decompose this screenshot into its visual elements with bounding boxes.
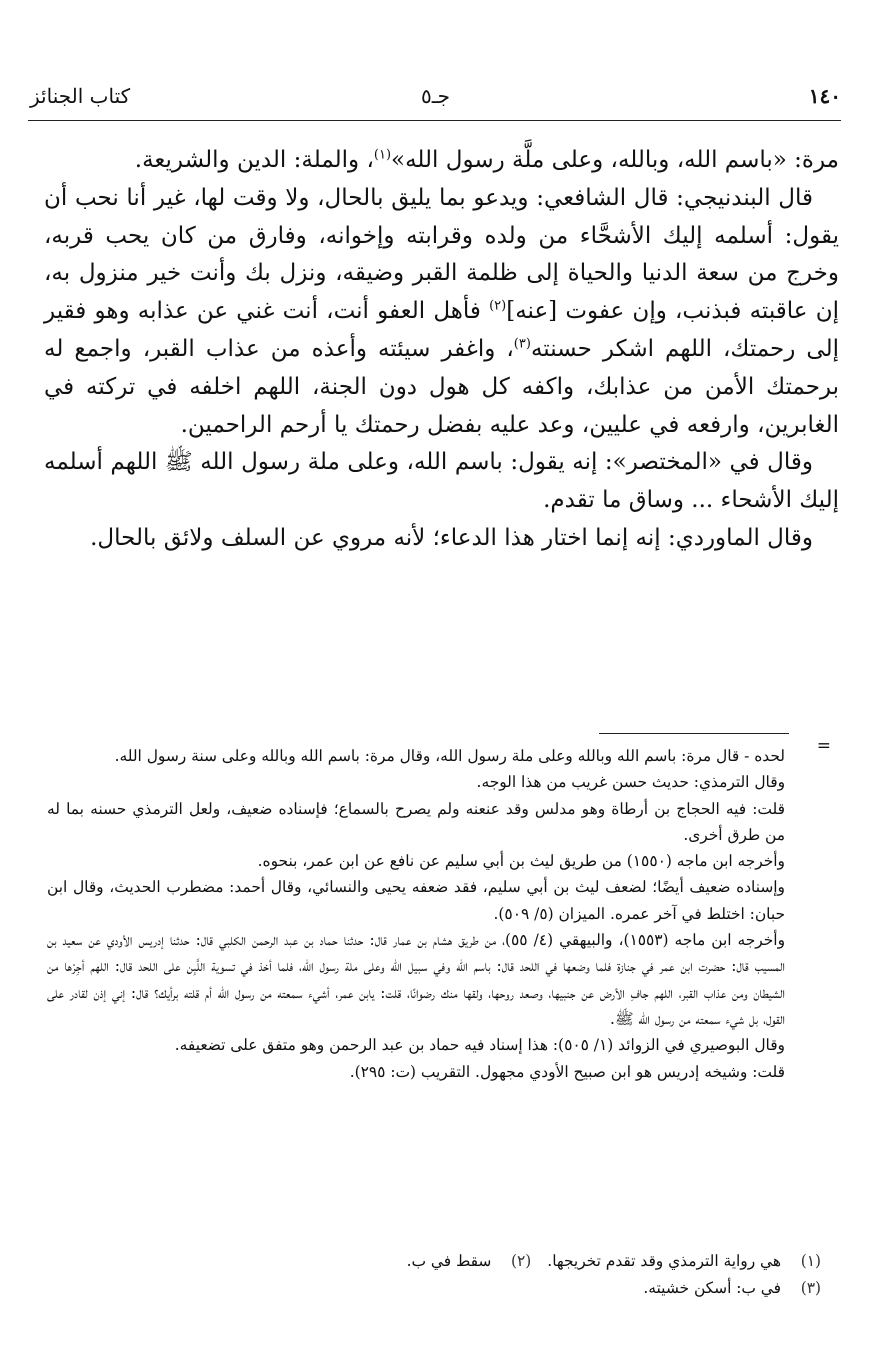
footnote-line: وقال الترمذي: حديث حسن غريب من هذا الوجه. (476, 773, 785, 792)
reference-number: (٢) (510, 1252, 532, 1270)
page-number: ١٤٠ (808, 84, 841, 108)
main-text (44, 142, 839, 558)
reference-row (41, 1275, 821, 1302)
volume-label: جـ٥ (421, 84, 450, 108)
reference-number: (١) (800, 1252, 821, 1270)
footnote-ref-2: (٢) (489, 298, 507, 314)
reference-row (41, 1248, 821, 1275)
paragraph-1: مرة: «باسم الله، وبالله، وعلى ملَّة رسول الله»$^{(١)}$، والملة: الدين والشريعة. (134, 147, 839, 173)
book-title: كتاب الجنائز (30, 84, 131, 108)
footnote-separator (599, 733, 789, 734)
footnote-line: وقال البوصيري في الزوائد (١/ ٥٠٥): هذا إسناد فيه حماد بن عبد الرحمن وهو متفق على تضعيفه. (174, 1036, 785, 1055)
continuation-mark: = (816, 736, 831, 756)
footnote-line: وأخرجه ابن ماجه (١٥٥٠) من طريق ليث بن أبي سليم عن نافع عن ابن عمر، بنحوه. (257, 852, 785, 871)
footnote-line: وإسناده ضعيف أيضًا؛ لضعف ليث بن أبي سليم، فقد ضعفه يحيى والنسائي، وقال أحمد: مضطرب الحديث، وقال ابن حبان: اختلط في آخر عمره. الميزان (٥/ ٥٠٩). (47, 878, 785, 923)
paragraph-3: وقال في «المختصر»: إنه يقول: باسم الله، وعلى ملة رسول الله ﷺ اللهم أسلمه إليك الأشحاء ... وساق ما تقدم. (44, 449, 839, 514)
footnotes-block (47, 743, 785, 1085)
footnote-line: قلت: فيه الحجاج بن أرطاة وهو مدلس وقد عنعنه ولم يصرح بالسماع؛ فإسناده ضعيف، ولعل الترمذي حسنه بما له من طرق أخرى. (47, 799, 785, 844)
footnote-line: لحده - قال مرة: باسم الله وبالله وعلى ملة رسول الله، وقال مرة: باسم الله وبالله وعلى سنة رسول الله. (114, 747, 785, 765)
footnote-ref-1: (١) (373, 147, 392, 163)
reference-number: (٣) (800, 1279, 821, 1297)
reference-text: في ب: أسكن خشيته. (643, 1279, 781, 1297)
header-rule (28, 120, 841, 121)
footnote-references (41, 1248, 821, 1302)
footnote-ref-3: (٣) (513, 336, 531, 352)
paragraph-4: وقال الماوردي: إنه إنما اختار هذا الدعاء؛ لأنه مروي عن السلف ولائق بالحال. (90, 524, 813, 551)
paragraph-2: قال البندنيجي: قال الشافعي: ويدعو بما يليق بالحال، ولا وقت لها، غير أنا نحب أن يقول: أسلمه إليك الأشحَّاء من ولده وقرابته وإخوانه، وفارق من كان يحب قربه، وخرج من سعة الدنيا والحياة إلى ظلمة القبر وضيقه، ونزل بك وأنت خير منزول به، إن عاقبته فبذنب، وإن عفوت [عنه]$^{(٢)}$ فأهل العفو أنت، أنت غني عن عذابه وهو فقير إلى رحمتك، اللهم اشكر حسنته$^{(٣)}$، واغفر سيئته وأعذه من عذاب القبر، واجمع له برحمتك الأمن من عذابك، واكفه كل هول دون الجنة، اللهم اخلفه في تركته في الغابرين، وارفعه في عليين، وعد عليه بفضل رحمتك يا أرحم الراحمين. (44, 184, 840, 438)
reference-text: سقط في ب. (406, 1252, 492, 1270)
footnote-line: قلت: وشيخه إدريس هو ابن صبيح الأودي مجهول. التقريب (ت: ٢٩٥). (349, 1062, 785, 1081)
footnote-line: وأخرجه ابن ماجه (١٥٥٣)، والبيهقي (٤/ ٥٥)، من طريق هشام بن عمار قال: حدثنا حماد بن عبد الرحمن الكلبي قال: حدثنا إدريس الأودي عن سعيد بن المسيب قال: حضرت ابن عمر في جنازة فلما وضعها في اللحد قال: باسم الله وفي سبيل الله وعلى ملة رسول الله، فلما أخذ في تسوية اللَّبِن على اللحد قال: اللهم أجِرْها من الشيطان ومن عذاب القبر، اللهم جافِ الأرض عن جنبيها، وصعد روحها، ولقها منك رضوانًا، قلت: يابن عمر، أشيء سمعته من رسول الله أم قلته برأيك؟ قال: إني إذن لقادر على القول، بل شيء سمعته من رسول الله ﷺ. (47, 931, 786, 1028)
reference-text: هي رواية الترمذي وقد تقدم تخريجها. (547, 1252, 781, 1270)
running-header (30, 84, 841, 114)
